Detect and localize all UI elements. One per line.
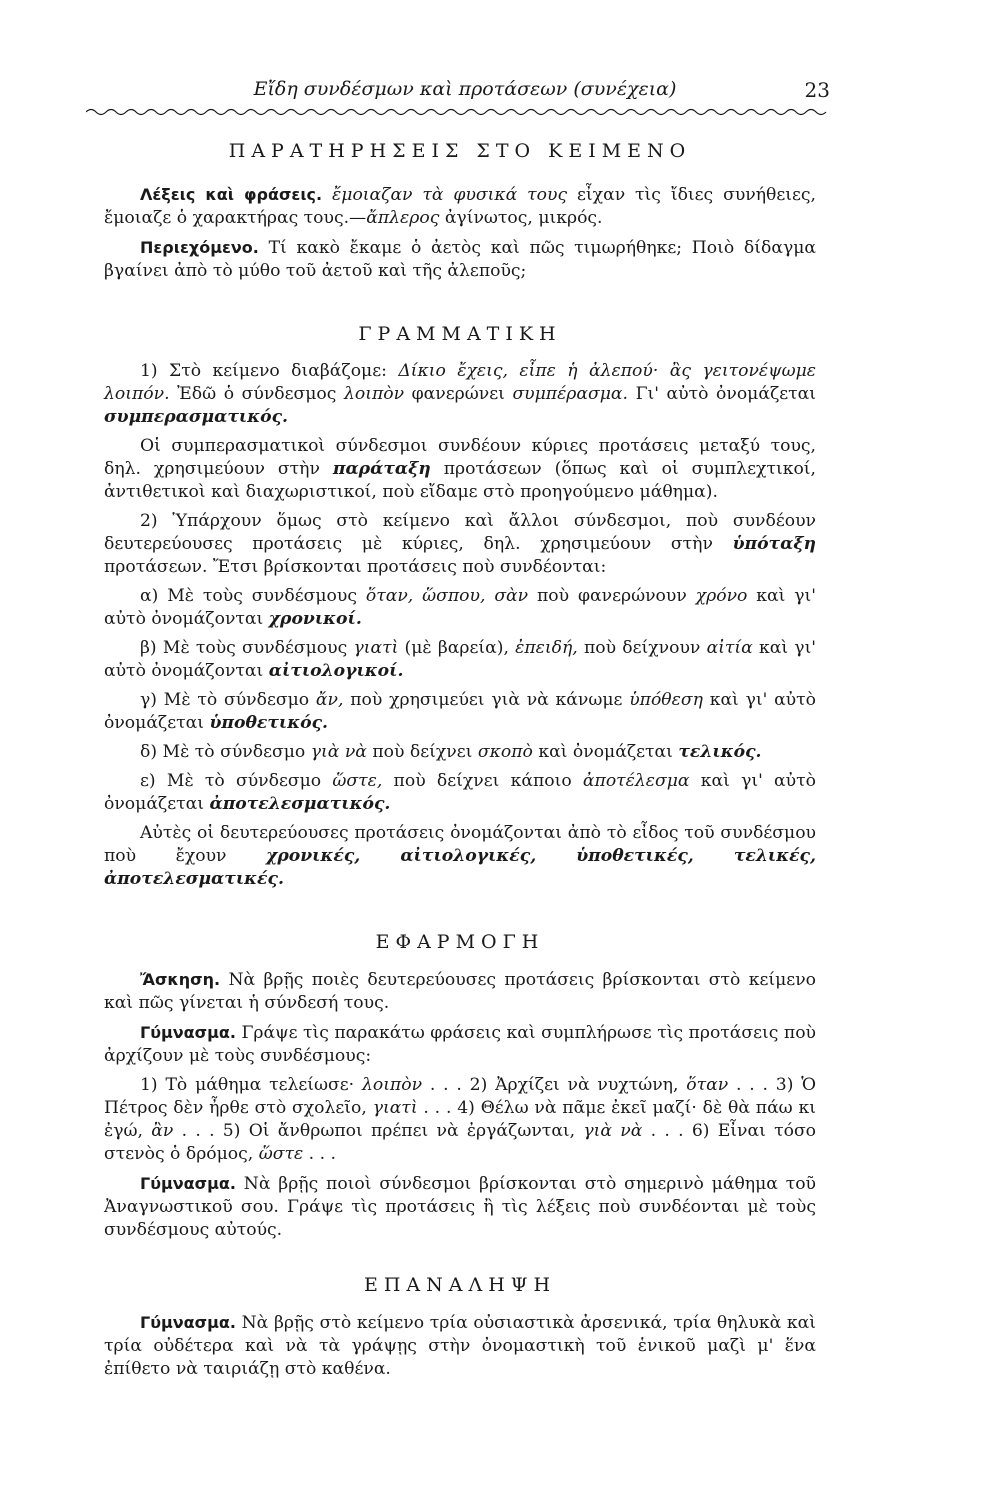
italic-word: συμπέρασμα. — [512, 384, 628, 404]
text-run: 1) Στὸ κείμενο διαβάζομε: — [140, 361, 387, 381]
italic-quote: Δίκιο ἔχεις, εἶπε ἡ ἀλεπού· ἂς γειτονέψωμε λοιπόν. — [104, 361, 817, 404]
text-run: Νὰ βρῇς ποιοὶ σύνδεσμοι βρίσκονται στὸ σημερινὸ μάθημα τοῦ Ἀναγνωστικοῦ σου. Γράψε τὶς προτάσεις ἢ τὶς λέξεις ποὺ συνδέονται μὲ τοὺς συνδέσμους αὐτούς. — [104, 1174, 817, 1240]
heading-revision: ΕΠΑΝΑΛΗΨΗ — [363, 1274, 557, 1296]
italic-word: ἄπλερος — [366, 208, 440, 228]
text-run: καὶ γι' αὐτὸ ὀνομάζονται — [104, 638, 817, 681]
text-run: 2) Ὑπάρχουν ὅμως στὸ κείμενο καὶ ἄλλοι σύνδεσμοι, ποὺ συνδέουν δευτερεύουσες προτάσεις μὲ κύριες, δηλ. χρησιμεύουν στὴν — [104, 511, 816, 554]
running-title: Εἴδη συνδέσμων καὶ προτάσεων (συνέχεια) — [253, 78, 677, 100]
term-bold: χρονικές, αἰτιολογικές, ὑποθετικές, τελικές, ἀποτελεσματικές. — [104, 846, 816, 889]
term-bold: ἀποτελεσματικός. — [209, 794, 391, 814]
text-run: . . . 4) Θέλω νὰ πᾶμε ἐκεῖ μαζί· δὲ θὰ πάω κι ἐγώ, — [104, 1098, 816, 1141]
italic-word: γιὰ νὰ — [583, 1121, 643, 1141]
text-run: ποὺ δείχνουν — [583, 638, 701, 658]
italic-word: χρόνο — [695, 586, 748, 606]
text-run: Γράψε τὶς παρακάτω φράσεις καὶ συμπλήρωσε τὶς προτάσεις ποὺ ἀρχίζουν μὲ τοὺς συνδέσμους: — [104, 1023, 816, 1066]
text-run: ἀγίνωτος, μικρός. — [444, 208, 603, 228]
text-run: καὶ γι' αὐτὸ ὀνομάζεται — [104, 771, 816, 814]
text-run: 1) Τὸ μάθημα τελείωσε· — [140, 1075, 355, 1095]
text-run: β) Μὲ τοὺς συνδέσμους — [140, 638, 348, 658]
running-head — [100, 78, 830, 108]
text-run: ποὺ δείχνει — [372, 742, 473, 762]
list-item-e — [104, 770, 816, 816]
label-drill: Γύμνασμα. — [140, 1313, 236, 1332]
heading-grammar: ΓΡΑΜΜΑΤΙΚΗ — [358, 323, 562, 345]
italic-word: αἰτία — [706, 638, 753, 658]
italic-word: ὅταν, ὥσπου, σὰν — [365, 586, 529, 606]
body-text — [104, 140, 816, 1387]
italic-word: ὥστε, — [332, 771, 383, 791]
page-number: 23 — [804, 78, 830, 102]
label-drill: Γύμνασμα. — [140, 1174, 236, 1193]
term-bold: ὑπόταξη — [732, 534, 816, 554]
italic-word: ἄν, — [315, 690, 344, 710]
paragraph-grammar-1 — [104, 360, 816, 429]
text-run: Γι' αὐτὸ ὀνομάζεται — [635, 384, 817, 404]
text-run: φανερώνει — [411, 384, 505, 404]
label-content: Περιεχόμενο. — [140, 238, 259, 257]
wavy-rule — [86, 106, 830, 118]
label-words-phrases: Λέξεις καὶ φράσεις. — [140, 185, 323, 204]
paragraph-drill-1 — [104, 1021, 816, 1068]
paragraph-drill-sentences — [104, 1074, 816, 1166]
text-run: προτάσεων (ὅπως καὶ οἱ συμπλεχτικοί, ἀντιθετικοὶ καὶ διαχωριστικοί, ποὺ εἴδαμε στὸ προηγούμενο μάθημα). — [104, 459, 816, 502]
italic-word: ἂν — [151, 1121, 174, 1141]
text-run: καὶ γι' αὐτὸ ὀνομάζονται — [104, 586, 817, 629]
paragraph-grammar-3 — [104, 510, 816, 579]
paragraph-revision-drill — [104, 1311, 816, 1381]
italic-word: λοιπὸν — [361, 1075, 423, 1095]
italic-word: ἐπειδή, — [515, 638, 578, 658]
term-bold: αἰτιολογικοί. — [268, 661, 404, 681]
text-run: καὶ γι' αὐτὸ ὀνομάζεται — [104, 690, 816, 733]
list-item-b — [104, 637, 816, 683]
italic-word: σκοπὸ — [477, 742, 533, 762]
term-bold: ὑποθετικός. — [209, 713, 329, 733]
paragraph-exercise — [104, 968, 816, 1015]
term-bold: παράταξη — [332, 459, 431, 479]
term-bold: τελικός. — [678, 742, 762, 762]
text-run: προτάσεων. Ἔτσι βρίσκονται προτάσεις ποὺ συνδέονται: — [104, 557, 607, 577]
italic-word: ὅταν — [686, 1075, 729, 1095]
italic-word: γιατὶ — [372, 1098, 418, 1118]
text-run: α) Μὲ τοὺς συνδέσμους — [140, 586, 357, 606]
text-run: ποὺ δείχνει κάποιο — [393, 771, 572, 791]
text-run: . . . 2) Ἀρχίζει νὰ νυχτώνη, — [429, 1075, 679, 1095]
text-run: Αὐτὲς οἱ δευτερεύουσες προτάσεις ὀνομάζονται ἀπὸ τὸ εἶδος τοῦ συνδέσμου ποὺ ἔχουν — [104, 823, 816, 866]
italic-word: γιατὶ — [353, 638, 399, 658]
label-drill: Γύμνασμα. — [140, 1023, 236, 1042]
term-bold: χρονικοί. — [268, 609, 362, 629]
paragraph-grammar-2 — [104, 435, 816, 504]
italic-word: λοιπὸν — [343, 384, 405, 404]
paragraph-content — [104, 236, 816, 283]
list-item-d — [104, 741, 816, 764]
text-run: ε) Μὲ τὸ σύνδεσμο — [140, 771, 322, 791]
heading-observations: ΠΑΡΑΤΗΡΗΣΕΙΣ ΣΤΟ ΚΕΙΜΕΝΟ — [228, 140, 692, 162]
text-run: Τί κακὸ ἔκαμε ὁ ἀετὸς καὶ πῶς τιμωρήθηκε; Ποιὸ δίδαγμα βγαίνει ἀπὸ τὸ μύθο τοῦ ἀετοῦ καὶ τῆς ἀλεποῦς; — [104, 238, 816, 281]
label-exercise: Ἄσκηση. — [140, 970, 221, 989]
italic-word: ὥστε — [258, 1144, 304, 1164]
paragraph-grammar-summary — [104, 822, 816, 891]
text-run: καὶ ὀνομάζεται — [538, 742, 673, 762]
text-run: δ) Μὲ τὸ σύνδεσμο — [140, 742, 306, 762]
text-run: . . . — [308, 1144, 336, 1164]
italic-word: ὑπόθεση — [629, 690, 703, 710]
italic-word: ἀποτέλεσμα — [582, 771, 690, 791]
text-run: . . . 3) Ὁ Πέτρος δὲν ἦρθε στὸ σχολεῖο, — [104, 1075, 817, 1118]
text-run: εἶχαν τὶς ἴδιες συνήθειες, ἔμοιαζε ὁ χαρακτήρας τους.— — [104, 185, 817, 228]
text-run: . . . 6) Εἶναι τόσο στενὸς ὁ δρόμος, — [104, 1121, 817, 1164]
italic-phrase: ἔμοιαζαν τὰ φυσικά τους — [332, 185, 568, 205]
list-item-a — [104, 585, 816, 631]
text-run: Ἐδῶ ὁ σύνδεσμος — [177, 384, 337, 404]
heading-application: ΕΦΑΡΜΟΓΗ — [375, 931, 545, 953]
paragraph-words-phrases — [104, 183, 816, 230]
text-run: Οἱ συμπερασματικοὶ σύνδεσμοι συνδέουν κύριες προτάσεις μεταξύ τους, δηλ. χρησιμεύουν στὴν — [104, 436, 816, 479]
text-run: Νὰ βρῇς ποιὲς δευτερεύουσες προτάσεις βρίσκονται στὸ κείμενο καὶ πῶς γίνεται ἡ σύνδεσή τους. — [104, 970, 816, 1013]
text-run: ποὺ χρησιμεύει γιὰ νὰ κάνωμε — [350, 690, 623, 710]
text-run: . . . 5) Οἱ ἄνθρωποι πρέπει νὰ ἐργάζωνται, — [181, 1121, 576, 1141]
text-run: ποὺ φανερώνουν — [537, 586, 687, 606]
list-item-c — [104, 689, 816, 735]
italic-word: γιὰ νὰ — [310, 742, 367, 762]
text-run: Νὰ βρῇς στὸ κείμενο τρία οὐσιαστικὰ ἀρσενικά, τρία θηλυκὰ καὶ τρία οὐδέτερα καὶ νὰ τὰ γράψῃς στὴν ὀνομαστικὴ τοῦ ἑνικοῦ μαζὶ μ' ἕνα ἐπίθετο νὰ ταιριάζῃ στὸ καθένα. — [104, 1313, 816, 1379]
text-run: γ) Μὲ τὸ σύνδεσμο — [140, 690, 310, 710]
term-bold: συμπερασματικός. — [104, 407, 289, 427]
paragraph-drill-2 — [104, 1172, 816, 1242]
text-run: (μὲ βαρεία), — [404, 638, 509, 658]
